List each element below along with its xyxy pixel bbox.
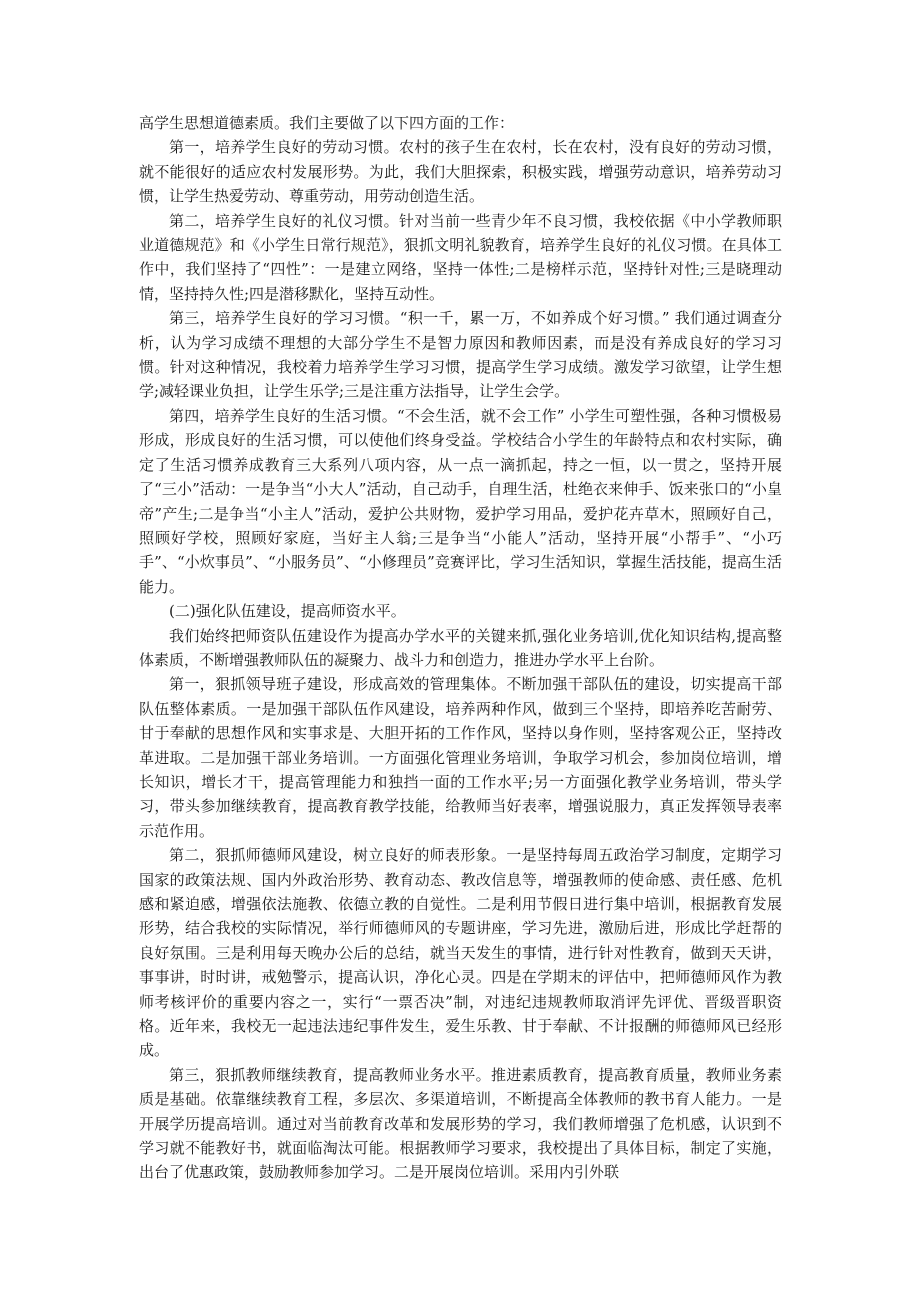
section-heading-staff: (二)强化队伍建设，提高师资水平。 [169, 602, 406, 621]
document-body [139, 111, 782, 1185]
paragraph-labor-habits: 第一，培养学生良好的劳动习惯。农村的孩子生在农村，长在农村，没有良好的劳动习惯，就不能很好的适应农村发展形势。为此，我们大胆探索，积极实践，增强劳动意识，培养劳动习惯，让学生热爱劳动、尊重劳动，用劳动创造生活。 [139, 138, 782, 206]
paragraph-teacher-ethics: 第二，狠抓师德师风建设，树立良好的师表形象。一是坚持每周五政治学习制度，定期学习国家的政策法规、国内外政治形势、教育动态、教改信息等，增强教师的使命感、责任感、危机感和紧迫感，增强依法施教、依德立教的自觉性。二是利用节假日进行集中培训，根据教育发展形势，结合我校的实际情况，举行师德师风的专题讲座，学习先进，激励后进，形成比学赶帮的良好氛围。三是利用每天晚办公后的总结，就当天发生的事情，进行针对性教育，做到天天讲，事事讲，时时讲，戒勉警示，提高认识，净化心灵。四是在学期末的评估中，把师德师风作为教师考核评价的重要内容之一，实行“一票否决”制，对违纪违规教师取消评先评优、晋级晋职资格。近年来，我校无一起违法违纪事件发生，爱生乐教、甘于奉献、不计报酬的师德师风已经形成。 [139, 846, 782, 1060]
paragraph-continuing-education: 第三，狠抓教师继续教育，提高教师业务水平。推进素质教育，提高教育质量，教师业务素质是基础。依靠继续教育工程，多层次、多渠道培训，不断提高全体教师的教书育人能力。一是开展学历提高培训。通过对当前教育改革和发展形势的学习，我们教师增强了危机感，认识到不学习就不能教好书，就面临淘汰可能。根据教师学习要求，我校提出了具体目标，制定了实施，出台了优惠政策，鼓励教师参加学习。二是开展岗位培训。采用内引外联 [139, 1065, 782, 1182]
paragraph-life-habits: 第四，培养学生良好的生活习惯。“不会生活，就不会工作” 小学生可塑性强，各种习惯极易形成，形成良好的生活习惯，可以使他们终身受益。学校结合小学生的年龄特点和农村实际，确定了生活习惯养成教育三大系列八项内容，从一点一滴抓起，持之一恒，以一贯之，坚持开展了“三小”活动：一是争当“小大人”活动，自己动手，自理生活，杜绝衣来伸手、饭来张口的“小皇帝”产生;二是争当“小主人”活动，爱护公共财物，爱护学习用品，爱护花卉草木，照顾好自己，照顾好学校，照顾好家庭，当好主人翁;三是争当“小能人”活动，坚持开展“小帮手”、“小巧手”、“小炊事员”、“小服务员”、“小修理员”竞赛评比，学习生活知识，掌握生活技能，提高生活能力。 [139, 406, 782, 596]
paragraph-continuation: 高学生思想道德素质。我们主要做了以下四方面的工作： [139, 114, 515, 132]
paragraph-study-habits: 第三，培养学生良好的学习习惯。“积一千，累一万，不如养成个好习惯。” 我们通过调查分析，认为学习成绩不理想的大部分学生不是智力原因和教师因素，而是没有养成良好的学习习惯。针对这种情况，我校着力培养学生学习习惯，提高学生学习成绩。激发学习欲望，让学生想学;减轻课业负担，让学生乐学;三是注重方法指导，让学生会学。 [139, 309, 782, 401]
paragraph-etiquette-habits: 第二，培养学生良好的礼仪习惯。针对当前一些青少年不良习惯，我校依据《中小学教师职业道德规范》和《小学生日常行规范》，狠抓文明礼貌教育，培养学生良好的礼仪习惯。在具体工作中，我们坚持了“四性”：一是建立网络，坚持一体性;二是榜样示范，坚持针对性;三是晓理动情，坚持持久性;四是潜移默化，坚持互动性。 [139, 211, 782, 303]
paragraph-leadership: 第一，狠抓领导班子建设，形成高效的管理集体。不断加强干部队伍的建设，切实提高干部队伍整体素质。一是加强干部队伍作风建设，培养两种作风，做到三个坚持，即培养吃苦耐劳、甘于奉献的思想作风和实事求是、大胆开拓的工作作风，坚持以身作则，坚持客观公正，坚持改革进取。二是加强干部业务培训。一方面强化管理业务培训，争取学习机会，参加岗位培训，增长知识，增长才干，提高管理能力和独挡一面的工作水平;另一方面强化教学业务培训，带头学习，带头参加继续教育，提高教育教学技能，给教师当好表率，增强说服力，真正发挥领导表率示范作用。 [139, 675, 782, 840]
paragraph-staff-intro: 我们始终把师资队伍建设作为提高办学水平的关键来抓,强化业务培训,优化知识结构,提高整体素质，不断增强教师队伍的凝聚力、战斗力和创造力，推进办学水平上台阶。 [139, 626, 782, 669]
